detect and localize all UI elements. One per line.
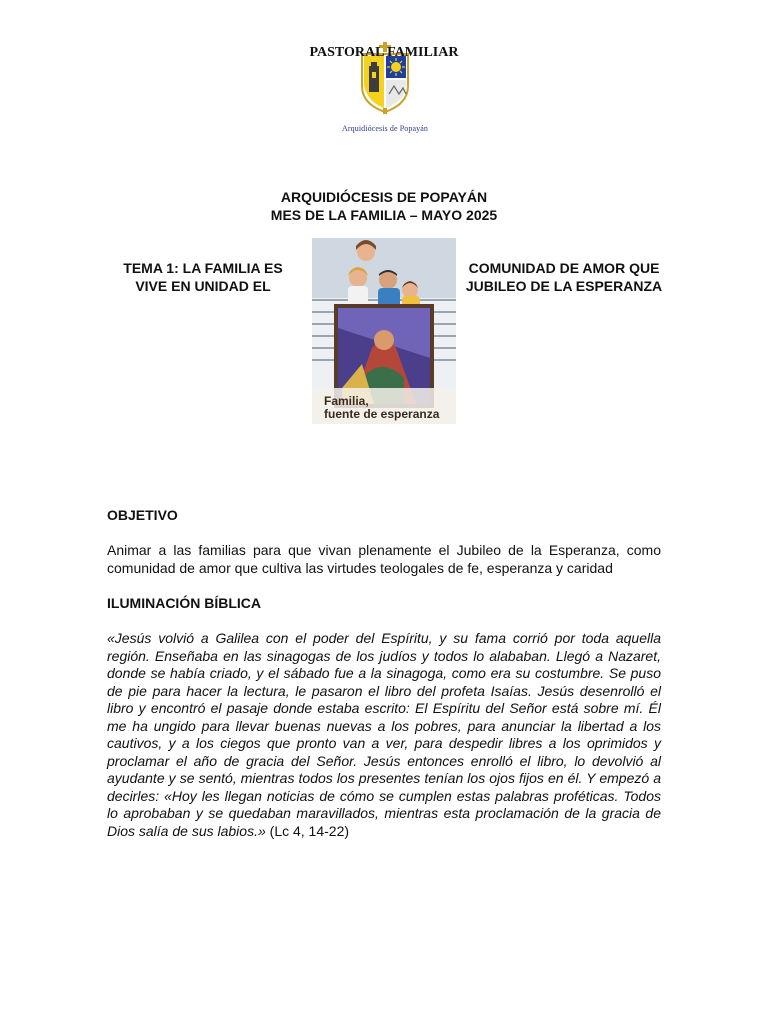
poster-caption: Familia, fuente de esperanza — [324, 394, 440, 421]
archdiocese-heading: ARQUIDIÓCESIS DE POPAYÁN — [280, 189, 488, 205]
page-header-title: PASTORAL FAMILIAR — [309, 45, 459, 60]
month-heading: MES DE LA FAMILIA – MAYO 2025 — [270, 207, 498, 223]
bible-passage — [107, 630, 661, 840]
tema-right-block — [460, 259, 668, 295]
tema-left-line1: TEMA 1: LA FAMILIA ES — [123, 260, 283, 276]
crest-caption: Arquidiócesis de Popayán — [342, 124, 428, 133]
tema-right-line1: COMUNIDAD DE AMOR QUE — [468, 260, 660, 276]
objetivo-title: OBJETIVO — [107, 507, 178, 523]
tema-left-line2: VIVE EN UNIDAD EL — [135, 278, 271, 294]
bible-quote: «Jesús volvió a Galilea con el poder del Espíritu, y su fama corrió por toda aquella región. Enseñaba en las sinagogas de los judíos y todos lo alababan. Llegó a Nazaret, donde se había criado, y el sábado fue a la sinagoga, como era su costumbre. Se puso de pie para hacer la lectura, le pasaron el libro del profeta Isaías. Jesús desenrolló el libro y encontró el pasaje donde estaba escrito: El Espíritu del Señor está sobre mí. Él me ha ungido para llevar buenas nuevas a los pobres, para anunciar la libertad a los cautivos, y a los ciegos que pronto van a ver, para despedir libres a los oprimidos y proclamar el año de gracia del Señor. Jesús entonces enrolló el libro, lo devolvió al ayudante y se sentó, mientras todos los presentes tenían los ojos fijos en él. Y empezó a decirles: «Hoy les llegan noticias de cómo se cumplen estas palabras proféticas. Todos lo aprobaban y se quedaban maravillados, mientras esta proclamación de la gracia de Dios salía de sus labios.» — [107, 630, 661, 839]
family-poster-image — [312, 238, 456, 424]
iluminacion-title: ILUMINACIÓN BÍBLICA — [107, 595, 261, 611]
objetivo-text: Animar a las familias para que vivan plenamente el Jubileo de la Esperanza, como comunidad de amor que cultiva las virtudes teologales de fe, esperanza y caridad — [107, 542, 661, 576]
tema-left-block — [107, 259, 299, 295]
tema-right-line2: JUBILEO DE LA ESPERANZA — [465, 278, 663, 294]
bible-reference: (Lc 4, 14-22) — [265, 822, 350, 839]
